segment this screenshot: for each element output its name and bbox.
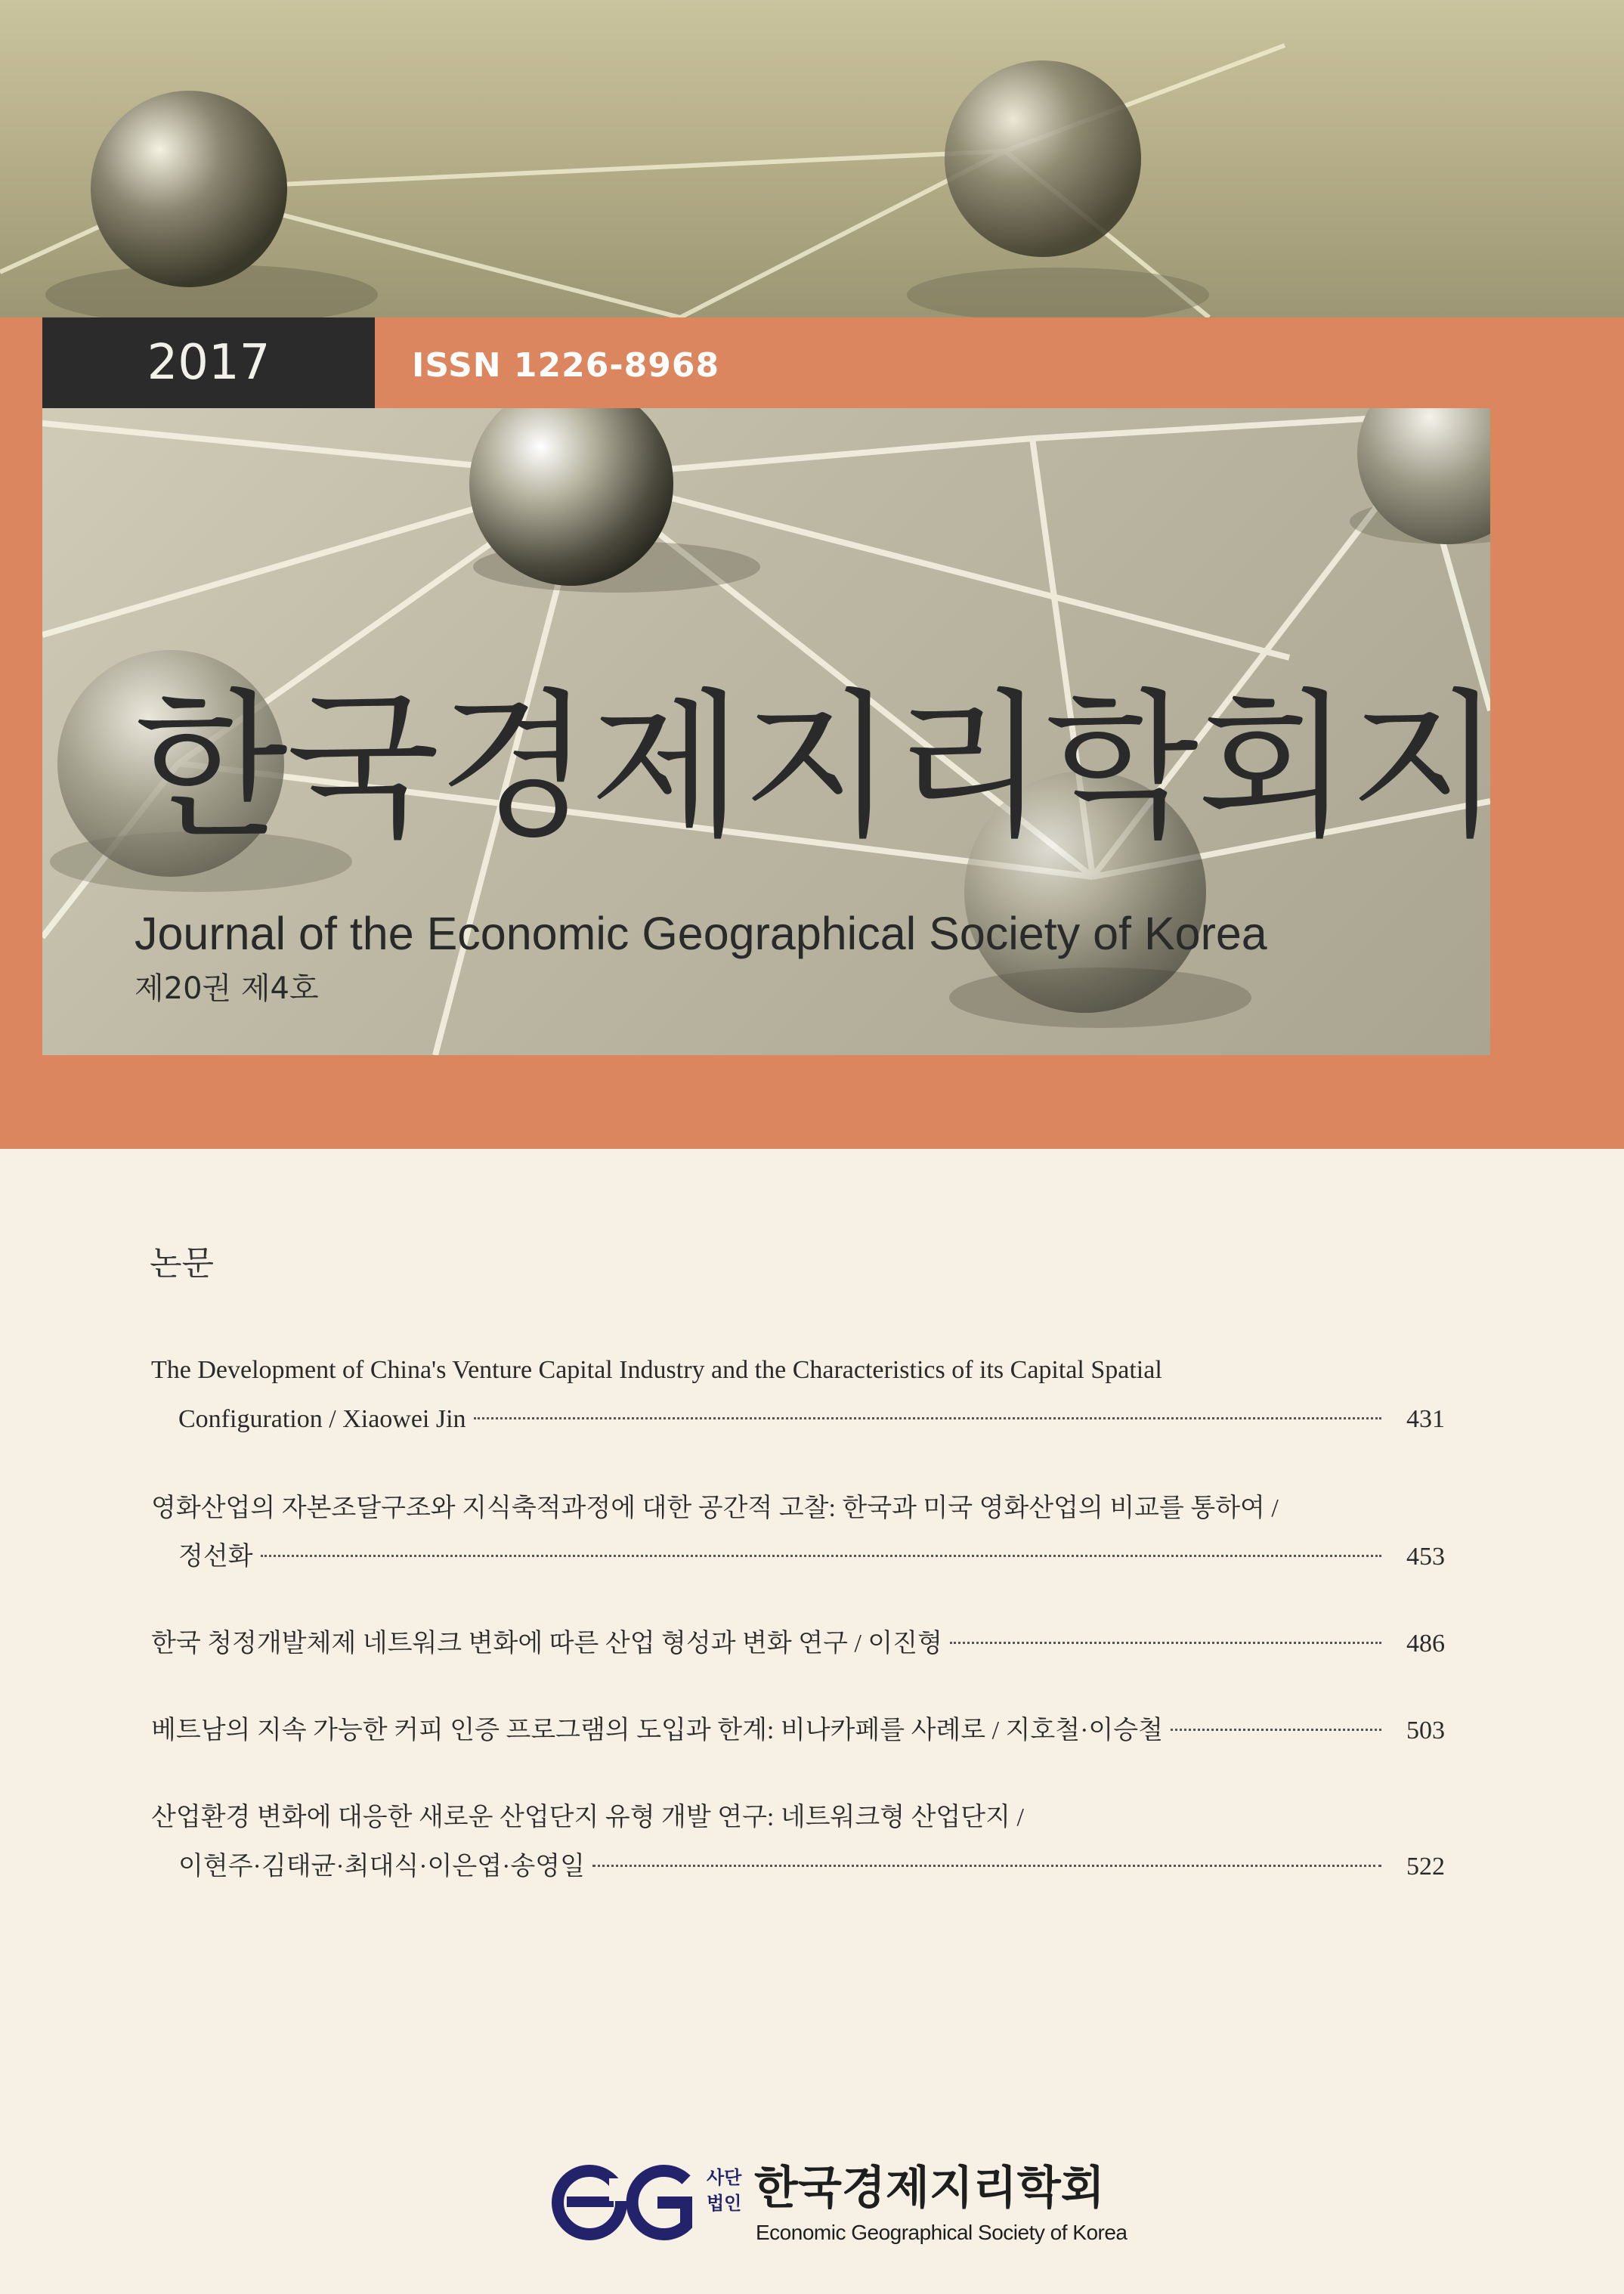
leader-dots	[592, 1865, 1381, 1867]
toc-entry-text: 베트남의 지속 가능한 커피 인증 프로그램의 도입과 한계: 비나카페를 사례로 / 지호철·이승철	[151, 1717, 1163, 1744]
logo-type-line2: 법인	[707, 2193, 742, 2214]
leader-dots	[261, 1555, 1381, 1557]
toc-entry-text: 이현주·김태균·최대식·이은엽·송영일	[178, 1853, 585, 1881]
toc-page-number: 486	[1406, 1630, 1445, 1658]
leader-dots	[1171, 1729, 1381, 1731]
society-logo-icon	[552, 2163, 695, 2242]
journal-title-korean: 한국경제지리학회지	[135, 674, 1501, 859]
toc-entry-title	[151, 1348, 1162, 1393]
leader-dots	[950, 1642, 1381, 1644]
toc-page-number: 522	[1406, 1853, 1445, 1881]
toc-entry	[151, 1708, 1445, 1754]
toc-entry-author-line	[178, 1397, 1445, 1442]
toc-entry-text: 영화산업의 자본조달구조와 지식축적과정에 대한 공간적 고찰: 한국과 미국 영화산업의 비교를 통하여 /	[151, 1494, 1279, 1522]
toc-entry-text: The Development of China's Venture Capital Industry and the Characteristics of its Capital Spatial	[151, 1356, 1162, 1384]
toc-entry-text: 정선화	[178, 1543, 253, 1571]
toc-page-number: 503	[1406, 1717, 1445, 1744]
cover-photo-top	[0, 0, 1624, 317]
toc-page-number: 453	[1406, 1543, 1445, 1571]
toc-page-number: 431	[1406, 1405, 1445, 1433]
toc-entry	[151, 1621, 1445, 1667]
section-label: 논문	[150, 1244, 215, 1283]
publisher-name-korean: 한국경제지리학회	[754, 2162, 1105, 2215]
toc-entry-title	[151, 1795, 1024, 1840]
toc-entry-author-line	[178, 1534, 1445, 1580]
logo-type-line1: 사단	[707, 2167, 742, 2188]
issn-label: ISSN 1226-8968	[412, 346, 720, 385]
publisher-name-english: Economic Geographical Society of Korea	[756, 2221, 1128, 2244]
toc-entry-text: 한국 청정개발체제 네트워크 변화에 따른 산업 형성과 변화 연구 / 이진형	[151, 1630, 942, 1658]
year-label: 2017	[147, 335, 271, 391]
leader-dots	[474, 1417, 1381, 1419]
toc-entry-title	[151, 1486, 1279, 1531]
toc-entry-author-line	[178, 1844, 1445, 1890]
toc-entry-text: Configuration / Xiaowei Jin	[178, 1405, 466, 1433]
journal-title-english: Journal of the Economic Geographical Society of Korea	[135, 908, 1267, 959]
network-spheres-image-top	[0, 0, 1624, 317]
volume-issue: 제20권 제4호	[135, 971, 319, 1006]
toc-entry-text: 산업환경 변화에 대응한 새로운 산업단지 유형 개발 연구: 네트워크형 산업단지 /	[151, 1803, 1024, 1831]
